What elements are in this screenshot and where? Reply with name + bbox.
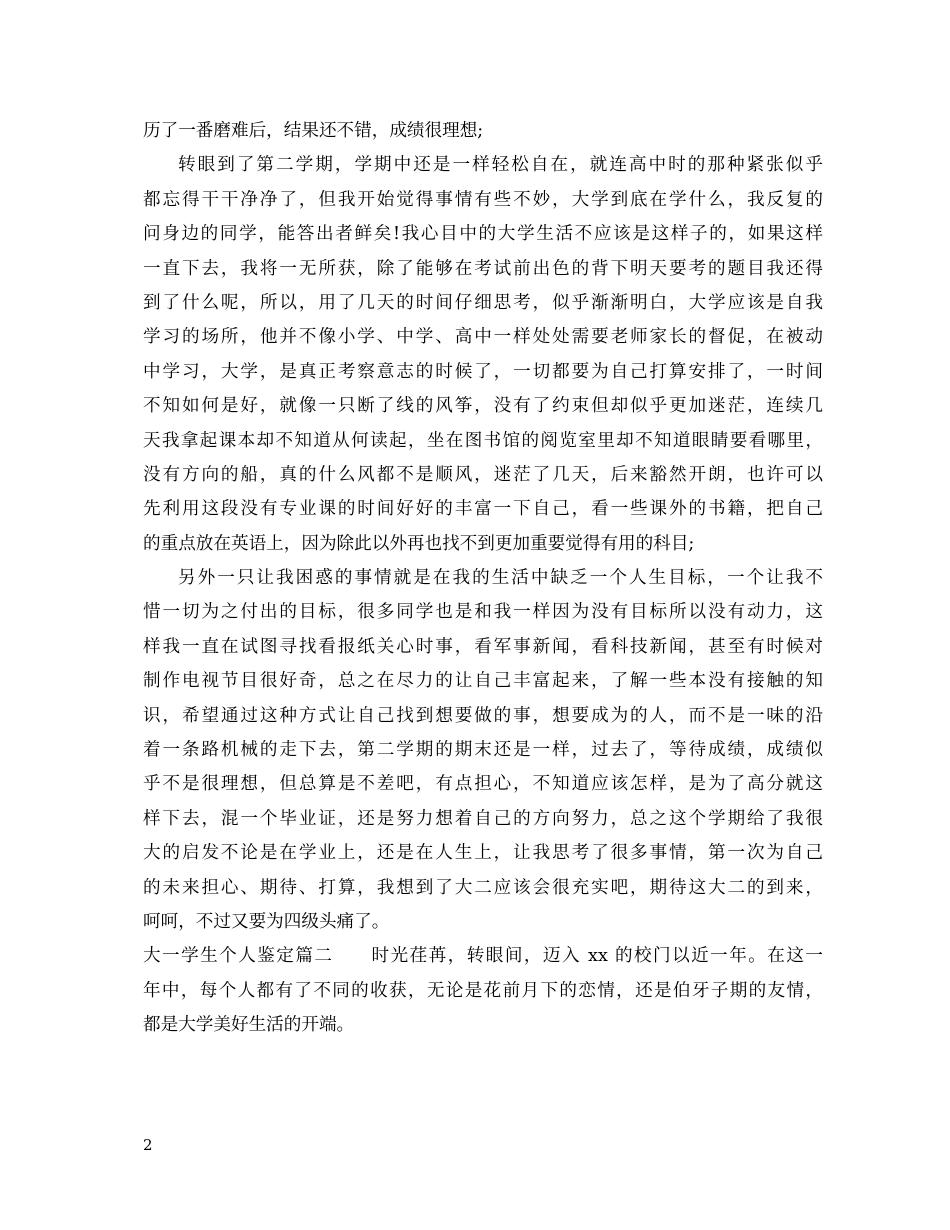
text-line: 呵呵，不过又要为四级头痛了。: [143, 911, 390, 932]
text-line: 样我一直在试图寻找看报纸关心时事，看军事新闻，看科技新闻，甚至有时候对: [143, 636, 823, 657]
page-number: 2: [143, 1136, 153, 1154]
text-line: 大一学生个人鉴定篇二 时光荏苒，转眼间，迈入 xx 的校门以近一年。在这一: [143, 946, 823, 967]
text-line: 转眼到了第二学期，学期中还是一样轻松自在，就连高中时的那种紧张似乎: [178, 155, 823, 176]
text-line: 没有方向的船，真的什么风都不是顺风，迷茫了几天，后来豁然开朗，也许可以: [143, 464, 823, 485]
text-line: 都忘得干干净净了，但我开始觉得事情有些不妙，大学到底在学什么，我反复的: [143, 189, 823, 210]
text-line: 大的启发不论是在学业上，还是在人生上，让我思考了很多事情，第一次为自己: [143, 843, 823, 864]
text-line: 的重点放在英语上，因为除此以外再也找不到更加重要觉得有用的科目;: [143, 533, 695, 554]
text-line: 乎不是很理想，但总算是不差吧，有点担心，不知道应该怎样，是为了高分就这: [143, 774, 823, 795]
body-text: [143, 114, 823, 1043]
text-line: 历了一番磨难后，结果还不错，成绩很理想;: [143, 121, 484, 141]
text-line: 样下去，混一个毕业证，还是努力想着自己的方向努力，总之这个学期给了我很: [143, 808, 823, 829]
text-line: 先利用这段没有专业课的时间好好的丰富一下自己，看一些课外的书籍，把自己: [143, 499, 823, 520]
text-line: 一直下去，我将一无所获，除了能够在考试前出色的背下明天要考的题目我还得: [143, 258, 823, 279]
text-line: 制作电视节目很好奇，总之在尽力的让自己丰富起来，了解一些本没有接触的知: [143, 671, 823, 692]
text-line: 年中，每个人都有了不同的收获，无论是花前月下的恋情，还是伯牙子期的友情，: [143, 980, 823, 1001]
text-line: 到了什么呢，所以，用了几天的时间仔细思考，似乎渐渐明白，大学应该是自我: [143, 292, 823, 313]
text-line: 不知如何是好，就像一只断了线的风筝，没有了约束但却似乎更加迷茫，连续几: [143, 396, 823, 417]
text-line: 问身边的同学，能答出者鲜矣!我心目中的大学生活不应该是这样子的，如果这样: [143, 224, 823, 245]
text-line: 惜一切为之付出的目标，很多同学也是和我一样因为没有目标所以没有动力，这: [143, 602, 823, 623]
text-line: 都是大学美好生活的开端。: [143, 1015, 355, 1036]
text-line: 学习的场所，他并不像小学、中学、高中一样处处需要老师家长的督促，在被动: [143, 327, 823, 348]
text-line: 识，希望通过这种方式让自己找到想要做的事，想要成为的人，而不是一味的沿: [143, 705, 823, 726]
text-line: 中学习，大学，是真正考察意志的时候了，一切都要为自己打算安排了，一时间: [143, 361, 823, 382]
text-line: 着一条路机械的走下去，第二学期的期末还是一样，过去了，等待成绩，成绩似: [143, 740, 823, 761]
text-line: 的未来担心、期待、打算，我想到了大二应该会很充实吧，期待这大二的到来，: [143, 877, 823, 898]
text-line: 另外一只让我困惑的事情就是在我的生活中缺乏一个人生目标，一个让我不: [178, 568, 823, 589]
text-line: 天我拿起课本却不知道从何读起，坐在图书馆的阅览室里却不知道眼睛要看哪里，: [143, 430, 823, 451]
